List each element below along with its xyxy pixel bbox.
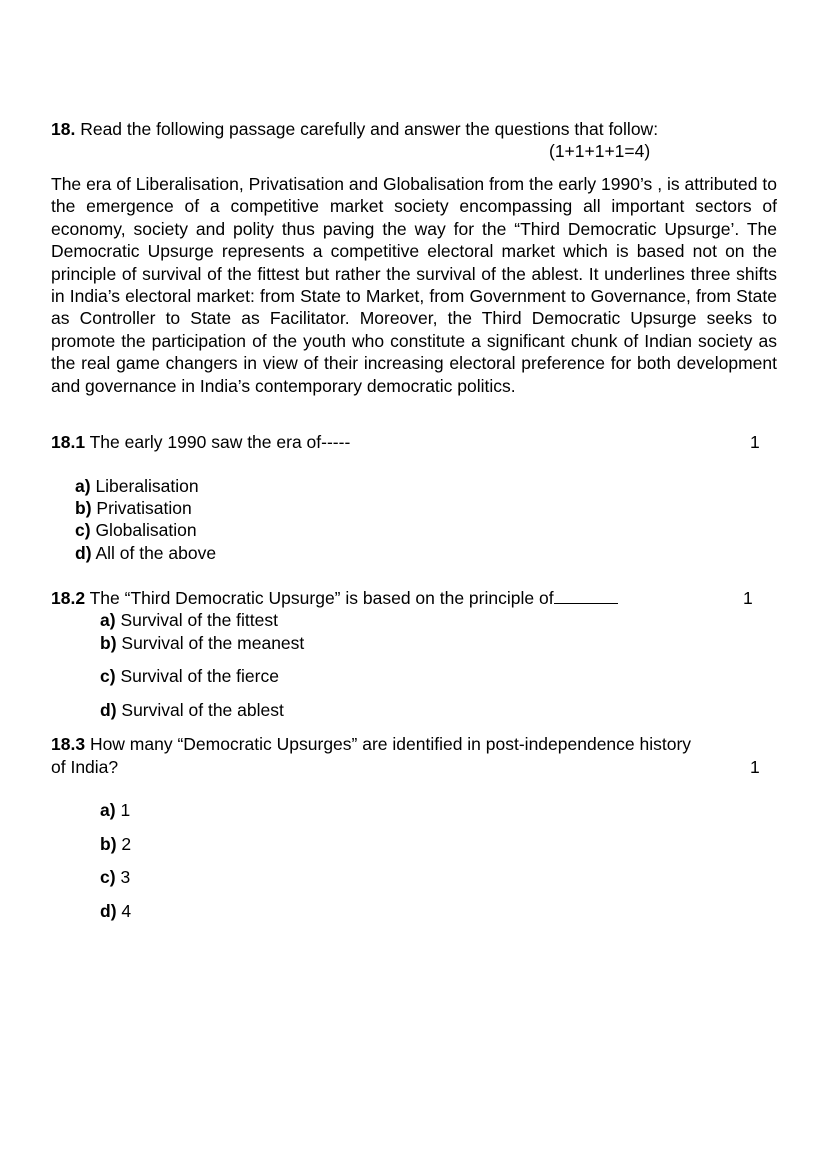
option-text: Survival of the meanest: [121, 633, 305, 653]
option-letter: d): [75, 543, 92, 563]
q18-marks: (1+1+1+1=4): [549, 141, 651, 161]
option-letter: d): [100, 901, 117, 921]
option-text: Survival of the fittest: [120, 610, 279, 630]
q18-3-number: 18.3: [51, 734, 86, 754]
option-letter: d): [100, 700, 117, 720]
option-text: 3: [120, 867, 131, 887]
q18-3-text-line2: of India?: [51, 757, 119, 777]
q18-2-option-c: [100, 665, 279, 687]
q18-instruction: Read the following passage carefully and answer the questions that follow:: [80, 119, 659, 139]
option-text: 2: [121, 834, 132, 854]
q18-header: [51, 118, 658, 140]
option-letter: a): [100, 610, 116, 630]
q18-1-option-b: [75, 497, 192, 519]
option-text: 1: [120, 800, 131, 820]
option-text: All of the above: [95, 543, 217, 563]
q18-1-option-c: [75, 519, 197, 541]
q18-1-option-d: [75, 542, 216, 564]
option-letter: b): [100, 834, 117, 854]
q18-2-mark: 1: [743, 588, 753, 608]
q18-2-option-b: [100, 632, 304, 654]
answer-blank: [554, 587, 618, 604]
option-letter: a): [100, 800, 116, 820]
q18-3-option-b: [100, 833, 131, 855]
q18-2-number: 18.2: [51, 588, 86, 608]
q18-1-mark: 1: [750, 432, 760, 452]
q18-2-text: The “Third Democratic Upsurge” is based on the principle of: [89, 588, 554, 608]
q18-3-option-c: [100, 866, 130, 888]
q18-number: 18.: [51, 119, 76, 139]
q18-1-text: The early 1990 saw the era of-----: [89, 432, 351, 452]
q18-1-number: 18.1: [51, 432, 86, 452]
q18-3-question: [51, 733, 691, 755]
q18-2-question: [51, 587, 618, 609]
option-text: Survival of the ablest: [121, 700, 284, 720]
option-text: Privatisation: [96, 498, 192, 518]
option-text: 4: [121, 901, 132, 921]
q18-1-option-a: [75, 475, 199, 497]
q18-3-option-d: [100, 900, 131, 922]
option-text: Globalisation: [95, 520, 197, 540]
option-letter: c): [100, 867, 116, 887]
q18-1-question: [51, 431, 350, 453]
q18-3-text-line1: How many “Democratic Upsurges” are identified in post-independence history: [89, 734, 692, 754]
option-text: Liberalisation: [95, 476, 199, 496]
option-letter: b): [100, 633, 117, 653]
option-letter: c): [75, 520, 91, 540]
q18-passage: The era of Liberalisation, Privatisation and Globalisation from the early 1990’s , is attributed to the emergence of a competitive market society encompassing all important sectors of economy, society and polity thus paving the way for the “Third Democratic Upsurge’. The Democratic Upsurge represents a competitive electoral market which is based not on the principle of survival of the fittest but rather the survival of the ablest. It underlines three shifts in India’s electoral market: from State to Market, from Government to Governance, from State as Controller to State as Facilitator. Moreover, the Third Democratic Upsurge seeks to promote the participation of the youth who constitute a significant chunk of Indian society as the real game changers in view of their increasing electoral preference for both development and governance in India’s contemporary democratic politics.: [51, 174, 777, 396]
q18-3-option-a: [100, 799, 130, 821]
q18-2-option-d: [100, 699, 284, 721]
option-letter: a): [75, 476, 91, 496]
q18-3-mark: 1: [750, 757, 760, 777]
option-text: Survival of the fierce: [120, 666, 279, 686]
option-letter: c): [100, 666, 116, 686]
option-letter: b): [75, 498, 92, 518]
q18-2-option-a: [100, 609, 278, 631]
